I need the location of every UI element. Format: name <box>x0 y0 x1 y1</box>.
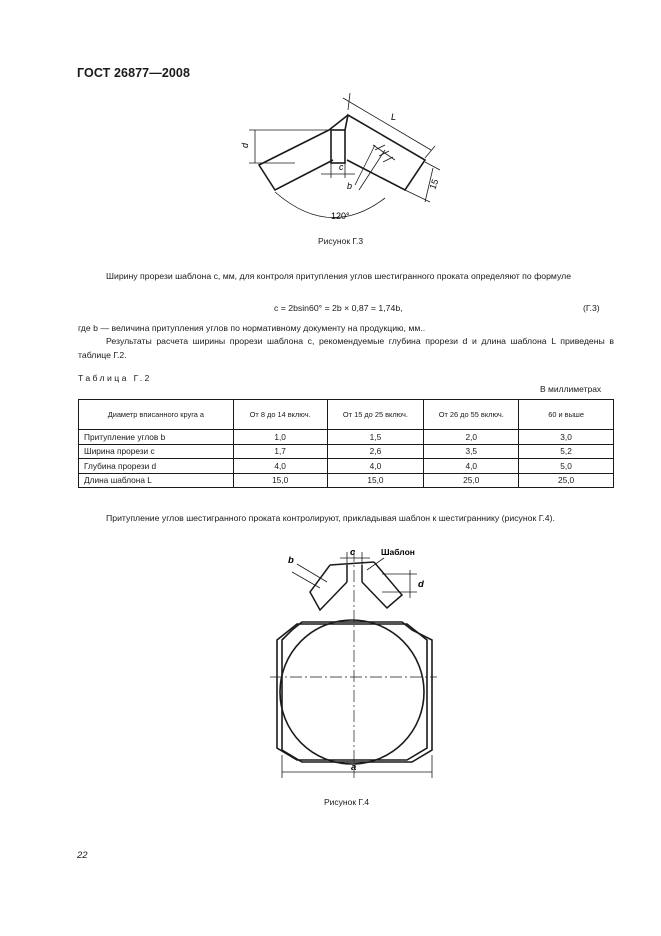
figure-g3-caption: Рисунок Г.3 <box>318 236 364 246</box>
column-header: 60 и выше <box>519 400 614 430</box>
table-cell: 25,0 <box>519 473 614 488</box>
fig3-label-c: c <box>339 162 344 172</box>
paragraph-results: Результаты расчета ширины прорези шаблона c, рекомендуемые глубина прорези d и длина шаблона L приведены в таблице Г.2. <box>78 336 614 360</box>
paragraph-control-method: Притупление углов шестигранного проката контролируют, прикладывая шаблон к шестиграннику (рисунок Г.4). <box>106 513 555 523</box>
column-header: От 26 до 55 включ. <box>424 400 519 430</box>
fig4-label-c: c <box>350 547 356 558</box>
fig3-label-15: 15 <box>427 177 441 191</box>
figure-g4-drawing <box>262 540 447 785</box>
table-cell: 3,5 <box>424 444 519 459</box>
table-cell: 25,0 <box>424 473 519 488</box>
row-label: Притупление углов b <box>79 430 234 445</box>
fig4-label-d: d <box>418 579 424 590</box>
table-cell: 1,0 <box>233 430 327 445</box>
table-row <box>79 430 614 445</box>
table-cell: 1,7 <box>233 444 327 459</box>
document-header: ГОСТ 26877—2008 <box>77 66 191 80</box>
paragraph-where-b: где b — величина притупления углов по нормативному документу на продукцию, мм.. <box>78 323 426 333</box>
row-label: Длина шаблона L <box>79 473 234 488</box>
table-cell: 5,2 <box>519 444 614 459</box>
fig3-label-angle: 120° <box>331 211 350 221</box>
hexagon-outline <box>282 622 432 762</box>
inscribed-circle <box>280 620 424 764</box>
column-header: Диаметр вписанного круга a <box>79 400 234 430</box>
table-row <box>79 473 614 488</box>
table-cell: 4,0 <box>327 459 424 474</box>
table-cell: 5,0 <box>519 459 614 474</box>
table-cell: 2,6 <box>327 444 424 459</box>
column-header: От 8 до 14 включ. <box>233 400 327 430</box>
formula-g3: c = 2bsin60° = 2b × 0,87 = 1,74b, <box>274 303 403 313</box>
table-cell: 15,0 <box>327 473 424 488</box>
table-cell: 2,0 <box>424 430 519 445</box>
fig4-label-b: b <box>288 555 294 566</box>
table-g2 <box>78 399 614 488</box>
table-row <box>79 459 614 474</box>
table-cell: 15,0 <box>233 473 327 488</box>
table-units: В миллиметрах <box>540 384 602 394</box>
table-cell: 4,0 <box>233 459 327 474</box>
table-row <box>79 444 614 459</box>
row-label: Ширина прорези c <box>79 444 234 459</box>
fig4-label-template: Шаблон <box>381 547 415 557</box>
table-cell: 3,0 <box>519 430 614 445</box>
fig3-label-d: d <box>240 142 250 148</box>
column-header: От 15 до 25 включ. <box>327 400 424 430</box>
figure-g3-drawing <box>235 90 450 230</box>
table-cell: 4,0 <box>424 459 519 474</box>
table-header-row <box>79 400 614 430</box>
figure-g4-caption: Рисунок Г.4 <box>324 797 370 807</box>
formula-number: (Г.3) <box>583 303 600 313</box>
template-outline <box>259 130 333 190</box>
table-cell: 1,5 <box>327 430 424 445</box>
fig4-label-a: a <box>351 762 357 773</box>
row-label: Глубина прорези d <box>79 459 234 474</box>
fig3-label-b: b <box>347 181 353 191</box>
paragraph-slot-width: Ширину прорези шаблона c, мм, для контроля притупления углов шестигранного проката определяют по формуле <box>106 271 572 281</box>
fig3-label-L: L <box>391 112 397 122</box>
table-title: Таблица Г.2 <box>78 373 152 383</box>
page-number: 22 <box>77 850 88 861</box>
